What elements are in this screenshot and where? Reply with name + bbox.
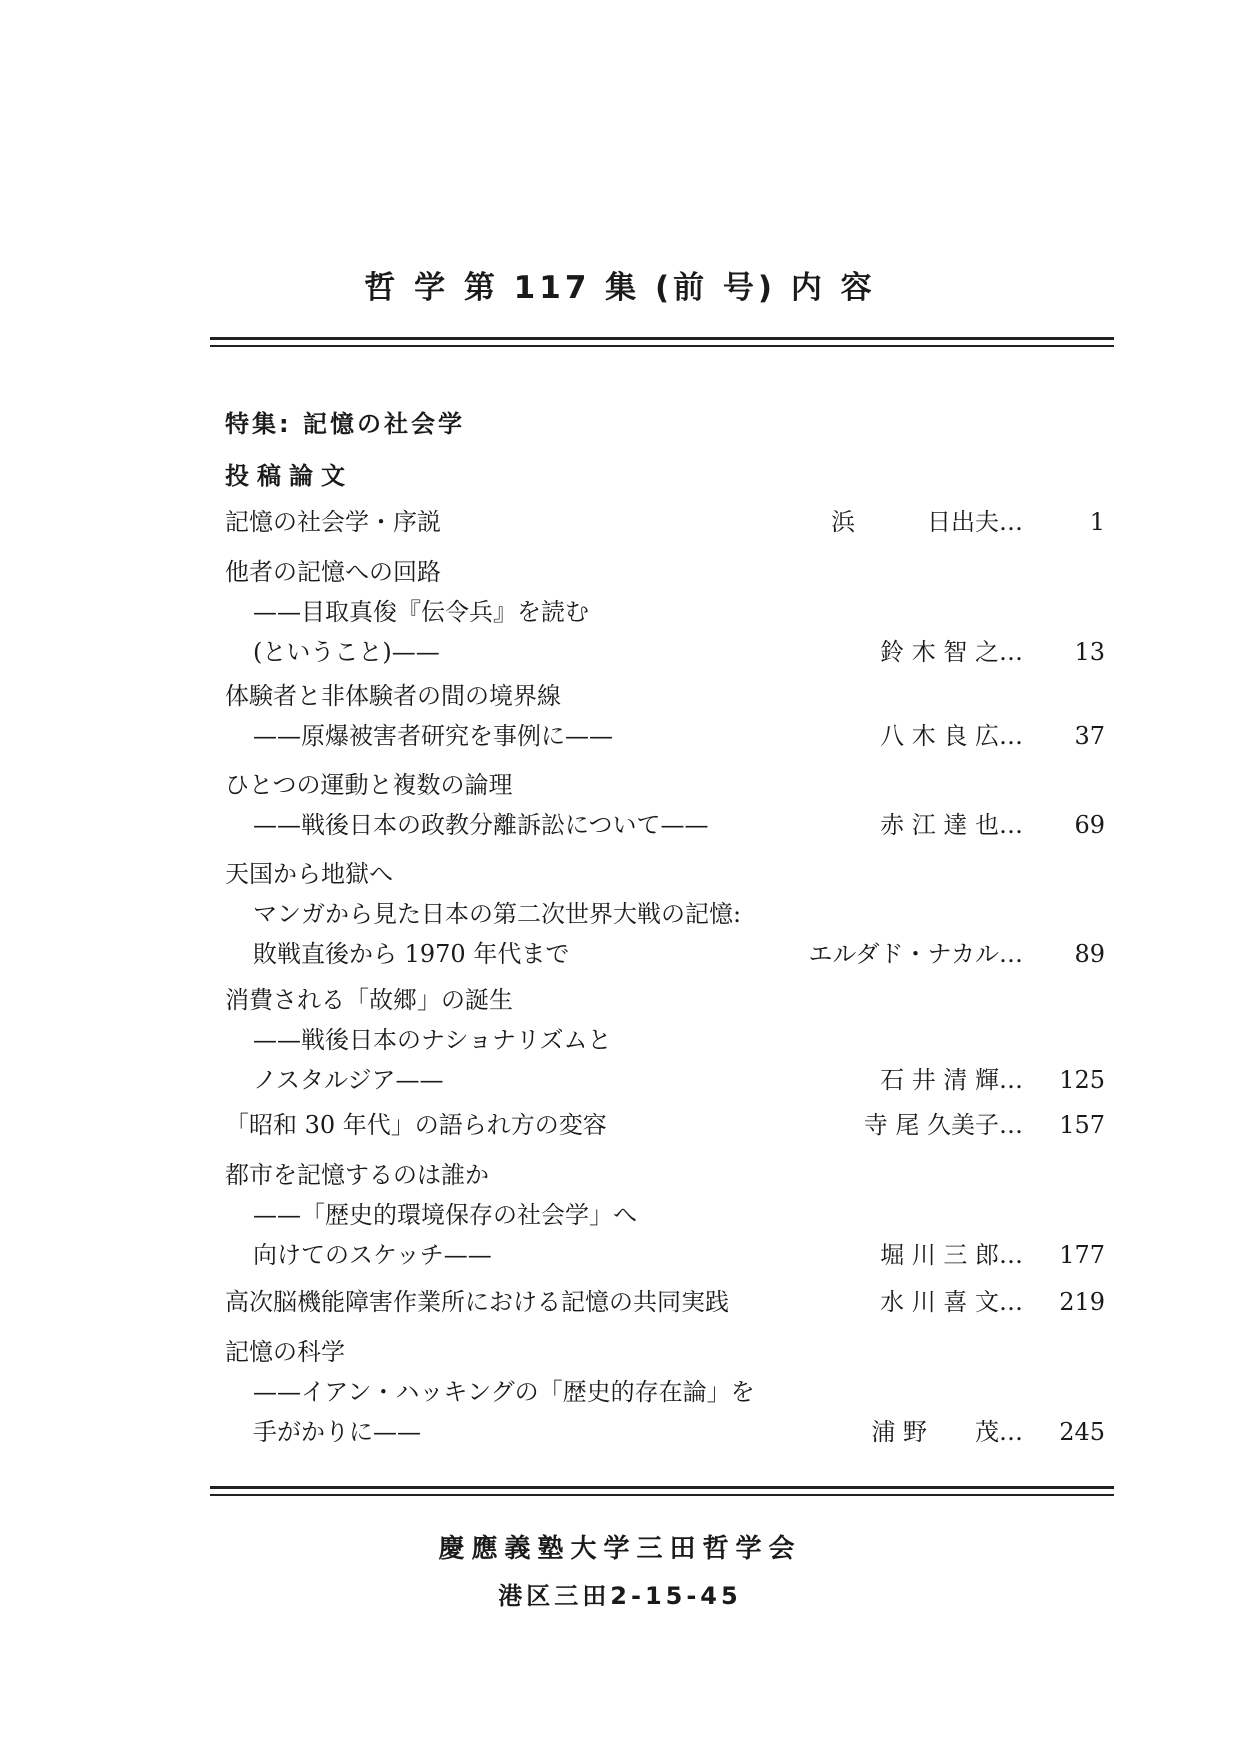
entry-title-line: 他者の記憶への回路 — [225, 558, 441, 586]
entry-title-line: 高次脳機能障害作業所における記憶の共同実践 水 川 喜 文… 219 — [225, 1282, 1105, 1322]
publisher-name: 慶應義塾大学三田哲学会 — [438, 1534, 802, 1564]
entry-title-line: ひとつの運動と複数の論理 — [225, 771, 513, 799]
entry-subtitle-line: ——「歴史的環境保存の社会学」へ — [253, 1201, 637, 1229]
toc-entry — [225, 1155, 1105, 1275]
entry-title-line: 消費される「故郷」の誕生 — [225, 986, 513, 1014]
entry-page-number: 1 — [1089, 508, 1105, 536]
toc-entry — [225, 676, 1105, 756]
entry-page-number: 219 — [1059, 1288, 1105, 1316]
bottom-double-rule — [210, 1486, 1114, 1496]
publisher-address: 港区三田2-15-45 — [498, 1582, 742, 1610]
entry-author: 鈴 木 智 之… — [880, 638, 1023, 666]
entry-author: 浦 野 茂… — [871, 1418, 1023, 1446]
toc-entry — [225, 502, 1105, 542]
entry-page-number: 69 — [1074, 811, 1105, 839]
entry-author: 石 井 清 輝… — [880, 1066, 1023, 1094]
entry-page-number: 13 — [1074, 638, 1105, 666]
entry-page-number: 177 — [1059, 1241, 1105, 1269]
entry-subtitle-line: ——イアン・ハッキングの「歴史的存在論」を — [253, 1378, 755, 1406]
entry-title-line: 記憶の社会学・序説 浜 日出夫… 1 — [225, 502, 1105, 542]
entry-page-number: 245 — [1059, 1418, 1105, 1446]
toc-entry — [225, 854, 1105, 974]
entry-page-number: 157 — [1059, 1111, 1105, 1139]
entry-page-number: 125 — [1059, 1066, 1105, 1094]
entry-author: 赤 江 達 也… — [880, 811, 1023, 839]
toc-entry — [225, 1332, 1105, 1452]
toc-entry — [225, 552, 1105, 672]
entry-subtitle-line: ——原爆被害者研究を事例に—— 八 木 良 広… 37 — [225, 716, 1105, 756]
entry-subtitle-line: (ということ)—— 鈴 木 智 之… 13 — [225, 632, 1105, 672]
entry-subtitle-line: 敗戦直後から 1970 年代まで エルダド・ナカル… 89 — [225, 934, 1105, 974]
entry-subtitle-line: ——目取真俊『伝令兵』を読む — [253, 598, 589, 626]
entry-subtitle-line: 手がかりに—— 浦 野 茂… 245 — [225, 1412, 1105, 1452]
entry-page-number: 89 — [1074, 940, 1105, 968]
entry-title-line: 体験者と非体験者の間の境界線 — [225, 682, 561, 710]
entry-subtitle-line: ——戦後日本のナショナリズムと — [253, 1026, 612, 1054]
toc-entry — [225, 1282, 1105, 1322]
entry-subtitle-line: 向けてのスケッチ—— 堀 川 三 郎… 177 — [225, 1235, 1105, 1275]
entry-author: 堀 川 三 郎… — [880, 1241, 1023, 1269]
toc-entry — [225, 980, 1105, 1100]
entry-author: 寺 尾 久美子… — [863, 1111, 1023, 1139]
special-feature-heading: 特集: 記憶の社会学 — [225, 410, 465, 438]
entry-title-line: 記憶の科学 — [225, 1338, 345, 1366]
entry-title-line: 天国から地獄へ — [225, 860, 393, 888]
toc-entry — [225, 765, 1105, 845]
page-title: 哲 学 第 117 集 (前 号) 内 容 — [364, 270, 876, 306]
entry-author: 浜 日出夫… — [831, 508, 1023, 536]
entry-subtitle-line: ——戦後日本の政教分離訴訟について—— 赤 江 達 也… 69 — [225, 805, 1105, 845]
entry-author: 八 木 良 広… — [880, 722, 1023, 750]
submitted-papers-heading: 投稿論文 — [225, 462, 353, 490]
entry-title-line: 「昭和 30 年代」の語られ方の変容 寺 尾 久美子… 157 — [225, 1105, 1105, 1145]
entry-author: 水 川 喜 文… — [880, 1288, 1023, 1316]
top-double-rule — [210, 337, 1114, 347]
toc-entry — [225, 1105, 1105, 1145]
entry-subtitle-line: ノスタルジア—— 石 井 清 輝… 125 — [225, 1060, 1105, 1100]
entry-title-line: 都市を記憶するのは誰か — [225, 1161, 489, 1189]
entry-author: エルダド・ナカル… — [808, 940, 1023, 968]
entry-page-number: 37 — [1074, 722, 1105, 750]
entry-subtitle-line: マンガから見た日本の第二次世界大戦の記憶: — [253, 900, 742, 928]
